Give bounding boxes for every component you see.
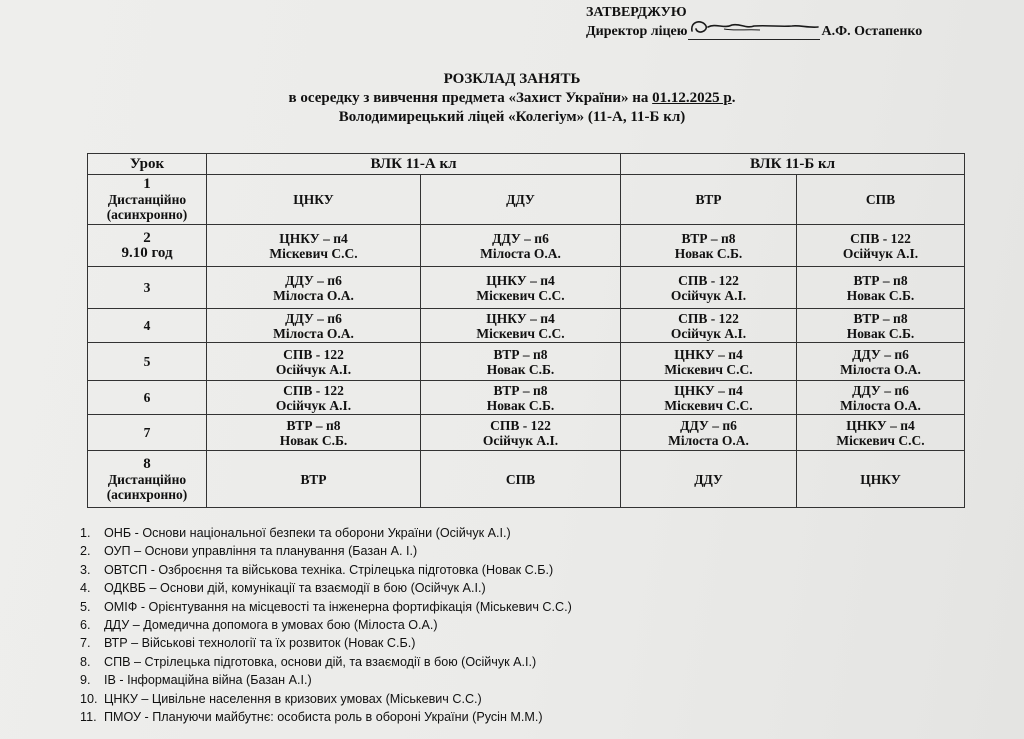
subject-room: ЦНКУ <box>860 471 901 487</box>
teacher-name: Мілоста О.А. <box>273 287 354 303</box>
subject-room: ДДУ <box>506 192 535 207</box>
subject-room: ЦНКУ <box>293 192 334 207</box>
schedule-cell <box>797 343 965 381</box>
teacher-name: Міскевич С.С. <box>269 245 358 261</box>
subject-room: ДДУ <box>694 471 723 487</box>
title-date: 01.12.2025 р <box>652 90 732 106</box>
subject-room: ДДУ – п6 <box>285 310 342 326</box>
legend-item <box>80 634 572 652</box>
subject-room: ВТР – п8 <box>286 417 341 433</box>
teacher-name: Новак С.Б. <box>279 432 348 448</box>
teacher-name: Осійчук А.І. <box>670 287 747 303</box>
title-line-3: Володимирецький ліцей «Колегіум» (11-А, 11-Б кл) <box>338 109 686 125</box>
legend-item <box>80 542 572 560</box>
schedule-cell <box>207 267 421 309</box>
subject-room: СПВ - 122 <box>678 310 739 326</box>
legend-item <box>80 690 572 708</box>
table-row <box>88 451 965 508</box>
schedule-cell <box>421 267 621 309</box>
legend-item <box>80 616 572 634</box>
subject-room: ВТР – п8 <box>853 310 908 326</box>
table-row <box>88 225 965 267</box>
director-name: А.Ф. Остапенко <box>821 24 923 39</box>
legend-text: ОВТСП - Озброєння та військова техніка. Стрілецька підготовка (Новак С.Б.) <box>104 562 554 577</box>
title-line-1: РОЗКЛАД ЗАНЯТЬ <box>443 71 581 87</box>
legend-text: ІВ - Інформаційна війна (Базан А.І.) <box>104 673 312 688</box>
teacher-name: Мілоста О.А. <box>668 432 749 448</box>
legend-number: 8. <box>80 654 91 669</box>
subject-room: ДДУ – п6 <box>680 417 737 433</box>
schedule-cell <box>207 381 421 415</box>
subject-room: ВТР – п8 <box>853 272 908 288</box>
schedule-cell <box>797 309 965 343</box>
schedule-cell <box>621 381 797 415</box>
teacher-name: Мілоста О.А. <box>840 397 921 413</box>
schedule-cell <box>621 309 797 343</box>
teacher-name: Міскевич С.С. <box>476 325 565 341</box>
legend-number: 6. <box>80 618 91 633</box>
subject-room: ЦНКУ – п4 <box>674 346 743 362</box>
table-row <box>88 343 965 381</box>
schedule-cell <box>421 175 621 225</box>
table-header-row <box>88 154 965 175</box>
teacher-name: Осійчук А.І. <box>842 245 919 261</box>
teacher-name: Новак С.Б. <box>486 397 555 413</box>
table-row <box>88 175 965 225</box>
subject-room: СПВ - 122 <box>490 417 551 433</box>
lesson-line: 2 <box>143 229 151 246</box>
subject-room: СПВ - 122 <box>678 272 739 288</box>
schedule-table <box>87 153 965 508</box>
title-line-2 <box>0 89 1024 108</box>
schedule-cell <box>621 225 797 267</box>
lesson-cell <box>88 309 207 343</box>
teacher-name: Мілоста О.А. <box>480 245 561 261</box>
schedule-cell <box>797 381 965 415</box>
title-dot: . <box>731 90 736 106</box>
header-class-a: ВЛК 11-А кл <box>207 154 621 175</box>
lesson-line: 5 <box>143 354 151 369</box>
teacher-name: Осійчук А.І. <box>670 325 747 341</box>
legend-number: 3. <box>80 562 91 577</box>
subject-room: ВТР <box>695 192 722 207</box>
header-lesson: Урок <box>88 154 207 175</box>
teacher-name: Осійчук А.І. <box>275 397 352 413</box>
teacher-name: Міскевич С.С. <box>836 432 925 448</box>
schedule-cell <box>797 175 965 225</box>
lesson-line: 1 <box>143 176 151 192</box>
signature <box>688 21 820 40</box>
subject-room: ВТР <box>300 471 327 487</box>
legend-text: ВТР – Військові технології та їх розвиток (Новак С.Б.) <box>104 636 416 651</box>
teacher-name: Новак С.Б. <box>846 287 915 303</box>
subject-room: ЦНКУ – п4 <box>279 230 348 246</box>
schedule-cell <box>421 415 621 451</box>
schedule-cell <box>421 381 621 415</box>
lesson-line: 4 <box>143 318 151 333</box>
title-subject: в осередку з вивчення предмета «Захист України» на <box>288 90 653 106</box>
schedule-cell <box>207 225 421 267</box>
legend-text: ОУП – Основи управління та планування (Базан А. І.) <box>104 544 418 559</box>
approval-block <box>586 4 922 40</box>
table-row <box>88 381 965 415</box>
schedule-body <box>88 175 965 508</box>
subject-room: ВТР – п8 <box>681 230 736 246</box>
legend-text: ДДУ – Домедична допомога в умовах бою (Мілоста О.А.) <box>104 618 438 633</box>
subject-room: СПВ <box>505 471 536 487</box>
legend-text: ОНБ - Основи національної безпеки та оборони України (Осійчук А.І.) <box>104 526 511 540</box>
legend-item <box>80 708 572 726</box>
subject-room: ДДУ – п6 <box>492 230 549 246</box>
teacher-name: Міскевич С.С. <box>476 287 565 303</box>
teacher-name: Міскевич С.С. <box>664 397 753 413</box>
lesson-line: (асинхронно) <box>106 486 188 502</box>
schedule-cell <box>797 267 965 309</box>
subject-room: СПВ - 122 <box>283 382 344 398</box>
schedule-cell <box>621 415 797 451</box>
legend-text: ЦНКУ – Цивільне населення в кризових умовах (Міськевич С.С.) <box>104 691 482 706</box>
legend-number: 10. <box>80 691 98 706</box>
legend-text: СПВ – Стрілецька підготовка, основи дій, та взаємодії в бою (Осійчук А.І.) <box>104 654 537 669</box>
schedule-cell <box>621 343 797 381</box>
director-label: Директор ліцею <box>586 24 688 39</box>
schedule-cell <box>797 451 965 508</box>
schedule-cell <box>207 451 421 508</box>
table-row <box>88 267 965 309</box>
lesson-cell <box>88 267 207 309</box>
legend-number: 1. <box>80 526 91 540</box>
subject-room: ДДУ – п6 <box>852 382 909 398</box>
teacher-name: Міскевич С.С. <box>664 361 753 377</box>
subject-room: ДДУ – п6 <box>852 346 909 362</box>
schedule-cell <box>421 309 621 343</box>
schedule-cell <box>797 415 965 451</box>
approval-heading: ЗАТВЕРДЖУЮ <box>586 5 687 20</box>
legend-number: 11. <box>80 710 97 725</box>
schedule-cell <box>621 267 797 309</box>
legend-number: 5. <box>80 599 91 614</box>
teacher-name: Мілоста О.А. <box>840 361 921 377</box>
table-row <box>88 309 965 343</box>
subject-room: СПВ - 122 <box>850 230 911 246</box>
lesson-line: 8 <box>143 455 151 472</box>
lesson-cell <box>88 343 207 381</box>
legend-item <box>80 598 572 616</box>
schedule-cell <box>421 343 621 381</box>
header-class-b: ВЛК 11-Б кл <box>621 154 965 175</box>
teacher-name: Новак С.Б. <box>486 361 555 377</box>
legend-text: ОДКВБ – Основи дій, комунікації та взаємодії в бою (Осійчук А.І.) <box>104 581 486 596</box>
lesson-line: 7 <box>143 425 151 440</box>
subject-room: ЦНКУ – п4 <box>486 272 555 288</box>
schedule-cell <box>797 225 965 267</box>
legend-number: 7. <box>80 636 91 651</box>
legend-item <box>80 561 572 579</box>
lesson-cell <box>88 381 207 415</box>
schedule-cell <box>207 309 421 343</box>
subject-room: ЦНКУ – п4 <box>674 382 743 398</box>
legend-text: ОМІФ - Орієнтування на місцевості та інженерна фортифікація (Міськевич С.С.) <box>104 599 572 614</box>
lesson-line: Дистанційно <box>107 192 187 207</box>
schedule-cell <box>621 175 797 225</box>
schedule-cell <box>207 415 421 451</box>
subject-room: ВТР – п8 <box>493 346 548 362</box>
subject-room: ВТР – п8 <box>493 382 548 398</box>
subject-room: ЦНКУ – п4 <box>486 310 555 326</box>
lesson-cell <box>88 451 207 508</box>
legend-item <box>80 579 572 597</box>
schedule-cell <box>207 175 421 225</box>
legend-number: 2. <box>80 544 91 559</box>
lesson-line: 9.10 год <box>121 244 173 261</box>
teacher-name: Новак С.Б. <box>674 245 743 261</box>
lesson-line: 6 <box>143 390 151 405</box>
teacher-name: Новак С.Б. <box>846 325 915 341</box>
legend-item <box>80 653 572 671</box>
abbreviation-legend <box>80 524 572 726</box>
schedule-cell <box>621 451 797 508</box>
lesson-line: Дистанційно <box>107 471 187 487</box>
table-row <box>88 415 965 451</box>
legend-item <box>80 671 572 689</box>
schedule-cell <box>421 225 621 267</box>
schedule-cell <box>421 451 621 508</box>
legend-item <box>80 524 572 542</box>
lesson-cell <box>88 415 207 451</box>
teacher-name: Осійчук А.І. <box>275 361 352 377</box>
legend-text: ПМОУ - Плануючи майбутнє: особиста роль в обороні України (Русін М.М.) <box>104 710 543 725</box>
subject-room: СПВ <box>865 192 896 207</box>
teacher-name: Мілоста О.А. <box>273 325 354 341</box>
lesson-line: 3 <box>143 280 151 295</box>
subject-room: СПВ - 122 <box>283 346 344 362</box>
subject-room: ДДУ – п6 <box>285 272 342 288</box>
teacher-name: Осійчук А.І. <box>482 432 559 448</box>
schedule-title <box>0 70 1024 127</box>
subject-room: ЦНКУ – п4 <box>846 417 915 433</box>
legend-number: 4. <box>80 581 91 596</box>
schedule-cell <box>207 343 421 381</box>
lesson-cell <box>88 225 207 267</box>
lesson-cell <box>88 175 207 225</box>
legend-number: 9. <box>80 673 91 688</box>
lesson-line: (асинхронно) <box>106 207 188 222</box>
